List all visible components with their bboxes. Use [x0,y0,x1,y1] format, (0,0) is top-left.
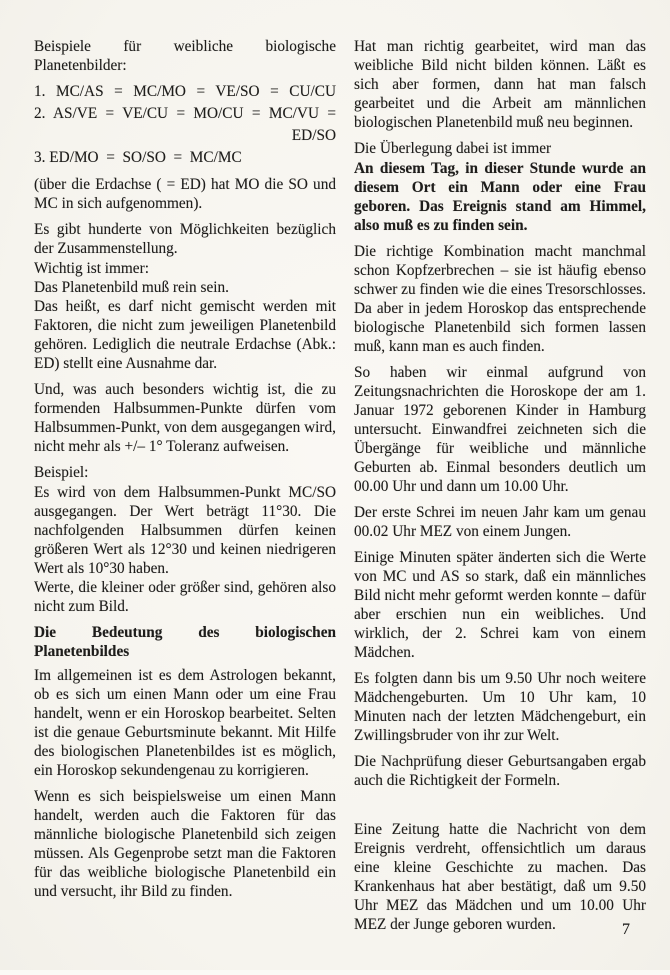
paragraph-moeglichkeiten: Es gibt hunderte von Möglichkeiten bezüglich der Zusammenstellung. [34,221,336,257]
paragraph-einige-minuten: Einige Minuten später änderten sich die Werte von MC und AS so stark, daß ein männliches Bild nicht mehr geformt werden konnte – dafür aber erschien nun ein weibliches. Und wirklich, der 2. Schrei kam von einem Mädchen. [354,549,646,661]
paragraph-richtig-gearbeitet: Hat man richtig gearbeitet, wird man das weibliche Bild nicht bilden können. Läßt es sich aber formen, dann hat man falsch gearbeitet und die Arbeit am männlichen biologischen Planetenbild muß neu beginnen. [354,38,646,131]
paragraph-wichtig: Wichtig ist immer: [34,260,149,277]
paragraph-zeitungsnachrichten: So haben wir einmal aufgrund von Zeitungsnachrichten die Horoskope der am 1. Januar 1972 geborenen Kinder in Hamburg untersucht. Einwandfrei zeichneten sich die Übergänge für weibliche und männliche Geburten ab. Einmal besonders deutlich um 00.00 Uhr und dann um 10.00 Uhr. [354,364,646,495]
paragraph-toleranz: Und, was auch besonders wichtig ist, die zu formenden Halbsummen-Punkte dürfen vom Halbsummen-Punkt, von dem ausgegangen wird, nicht mehr als +/– 1° Toleranz aufweisen. [34,381,336,455]
paragraph-kombination: Die richtige Kombination macht manchmal schon Kopfzerbrechen – sie ist häufig ebenso schwer zu finden wie die eines Tresorschlosses. Da aber in jedem Horoskop das entsprechende biologische Planetenbild sich formen lassen muß, kann man es auch finden. [354,243,646,355]
paragraph-an-diesem-tag: An diesem Tag, in dieser Stunde wurde an diesem Ort ein Mann oder eine Frau geboren. Das Ereignis stand am Himmel, also muß es zu finden sein. [354,160,646,234]
paragraph-gegenprobe: Wenn es sich beispielsweise um einen Mann handelt, werden auch die Faktoren für das männliche biologische Planetenbild sich zeigen müssen. Als Gegenprobe setzt man die Faktoren für das weibliche biologische Planetenbild ein und versucht, ihr Bild zu finden. [34,788,336,900]
paragraph-erster-schrei: Der erste Schrei im neuen Jahr kam um genau 00.02 Uhr MEZ von einem Jungen. [354,504,646,540]
page-number: 7 [622,921,630,938]
left-column [34,37,336,975]
right-column [354,37,646,975]
section-heading-bedeutung: Die Bedeutung des biologischen Planetenbildes [34,624,336,660]
paragraph-zeitung-verdreht: Eine Zeitung hatte die Nachricht von dem Ereignis verdreht, offensichtlich um daraus eine kleine Geschichte zu machen. Das Krankenhaus hat aber bestätigt, daß um 9.50 Uhr MEZ das Mädchen und um 10.00 Uhr MEZ der Junge geboren wurden. [354,821,646,933]
example-item-2-line-1: 2. AS/VE = VE/CU = MO/CU = MC/VU = [34,105,336,122]
paragraph-beispiel: Es wird von dem Halbsummen-Punkt MC/SO ausgegangen. Der Wert beträgt 11°30. Die nachfolgenden Halbsummen dürfen keinen größeren Wert als 12°30 und keinen niedrigeren Wert als 10°30 haben. [34,484,336,577]
example-item-2-line-2: ED/SO [291,127,336,144]
paragraph-ueberlegung: Die Überlegung dabei ist immer [354,140,552,157]
paragraph-rein-sein: Das Planetenbild muß rein sein. [34,279,229,296]
paragraph-erdachse-note: (über die Erdachse ( = ED) hat MO die SO und MC in sich aufgenommen). [34,176,336,212]
paragraph-nachpruefung: Die Nachprüfung dieser Geburtsangaben ergab auch die Richtigkeit der Formeln. [354,753,646,789]
example-item-3: 3. ED/MO = SO/SO = MC/MC [34,149,242,166]
paragraph-werte: Werte, die kleiner oder größer sind, gehören also nicht zum Bild. [34,579,336,615]
example-item-1: 1. MC/AS = MC/MO = VE/SO = CU/CU [34,83,336,100]
paragraph-allgemein: Im allgemeinen ist es dem Astrologen bekannt, ob es sich um einen Mann oder um eine Frau handelt, wenn er ein Horoskop bearbeitet. Selten ist die genaue Geburtsminute bekannt. Mit Hilfe des biologischen Planetenbildes ist es möglich, ein Horoskop sekundengenau zu korrigieren. [34,667,336,779]
scan-bottom-edge [0,970,670,975]
paragraph-beispiel-label: Beispiel: [34,464,89,481]
paragraph-folgten: Es folgten dann bis um 9.50 Uhr noch weitere Mädchengeburten. Um 10 Uhr kam, 10 Minuten nach der letzten Mädchengeburt, ein Zwillingsbruder von ihr zur Welt. [354,670,646,744]
paragraph-examples-intro: Beispiele für weibliche biologische Planetenbilder: [34,38,336,74]
paragraph-nicht-gemischt: Das heißt, es darf nicht gemischt werden mit Faktoren, die nicht zum jeweiligen Planetenbild gehören. Lediglich die neutrale Erdachse (Abk.: ED) stellt eine Ausnahme dar. [34,298,336,372]
